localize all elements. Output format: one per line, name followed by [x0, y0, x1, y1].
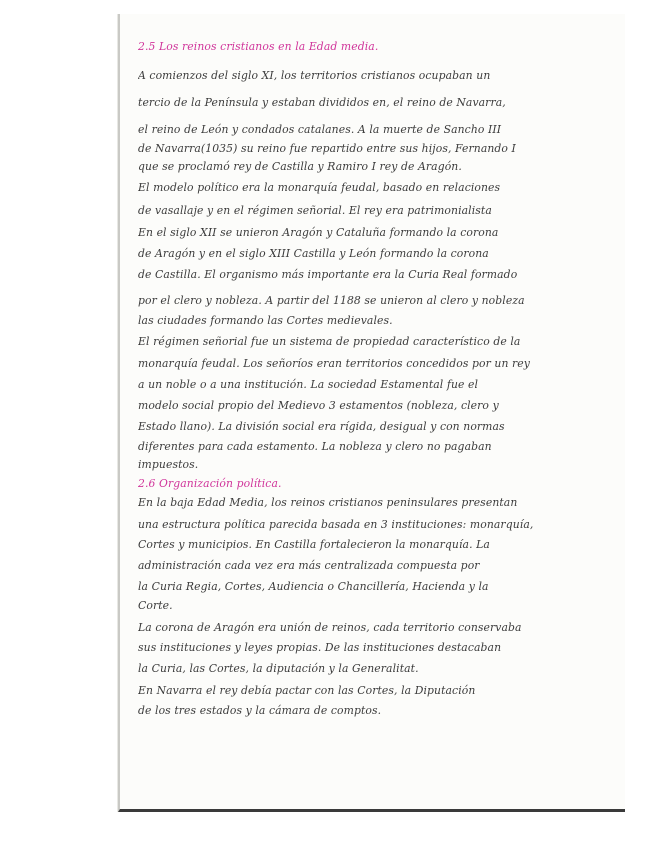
text-line: por el clero y nobleza. A partir del 1188 se unieron al clero y nobleza — [138, 294, 525, 307]
text-line: Cortes y municipios. En Castilla fortalecieron la monarquía. La — [138, 538, 490, 551]
text-line: impuestos. — [138, 458, 199, 471]
section-heading-organizacion-politica: 2.6 Organización política. — [138, 477, 282, 490]
text-line: En el siglo XII se unieron Aragón y Cataluña formando la corona — [138, 226, 499, 239]
text-line: En la baja Edad Media, los reinos cristianos peninsulares presentan — [138, 496, 518, 509]
text-line: monarquía feudal. Los señoríos eran territorios concedidos por un rey — [138, 357, 530, 370]
text-line: Corte. — [138, 599, 173, 612]
text-line: El modelo político era la monarquía feudal, basado en relaciones — [138, 181, 501, 194]
text-line: de Castilla. El organismo más importante era la Curia Real formado — [138, 268, 518, 281]
text-line: las ciudades formando las Cortes medievales. — [138, 314, 393, 327]
text-line: modelo social propio del Medievo 3 estamentos (nobleza, clero y — [138, 399, 499, 412]
text-line: de Aragón y en el siglo XIII Castilla y León formando la corona — [138, 247, 489, 260]
text-line: El régimen señorial fue un sistema de propiedad característico de la — [138, 335, 521, 348]
text-line: de vasallaje y en el régimen señorial. El rey era patrimonialista — [138, 204, 492, 217]
text-line: A comienzos del siglo XI, los territorios cristianos ocupaban un — [138, 69, 491, 82]
text-line: diferentes para cada estamento. La nobleza y clero no pagaban — [138, 440, 492, 453]
text-line: de Navarra(1035) su reino fue repartido entre sus hijos, Fernando I — [138, 142, 516, 155]
text-line: La corona de Aragón era unión de reinos, cada territorio conservaba — [138, 621, 522, 634]
text-line: la Curia, las Cortes, la diputación y la Generalitat. — [138, 662, 419, 675]
text-line: a un noble o a una institución. La sociedad Estamental fue el — [138, 378, 479, 391]
text-line: una estructura política parecida basada en 3 instituciones: monarquía, — [138, 518, 534, 531]
text-line: de los tres estados y la cámara de comptos. — [138, 704, 382, 717]
text-line: Estado llano). La división social era rígida, desigual y con normas — [138, 420, 505, 433]
text-line: En Navarra el rey debía pactar con las Cortes, la Diputación — [138, 684, 476, 697]
text-line: administración cada vez era más centralizada compuesta por — [138, 559, 480, 572]
text-line: el reino de León y condados catalanes. A la muerte de Sancho III — [138, 123, 502, 136]
text-line: la Curia Regia, Cortes, Audiencia o Chancillería, Hacienda y la — [138, 580, 489, 593]
section-heading-reinos-cristianos: 2.5 Los reinos cristianos en la Edad media. — [138, 40, 379, 53]
text-line: que se proclamó rey de Castilla y Ramiro I rey de Aragón. — [138, 160, 462, 173]
text-line: sus instituciones y leyes propias. De las instituciones destacaban — [138, 641, 502, 654]
text-line: tercio de la Península y estaban divididos en, el reino de Navarra, — [138, 96, 506, 109]
